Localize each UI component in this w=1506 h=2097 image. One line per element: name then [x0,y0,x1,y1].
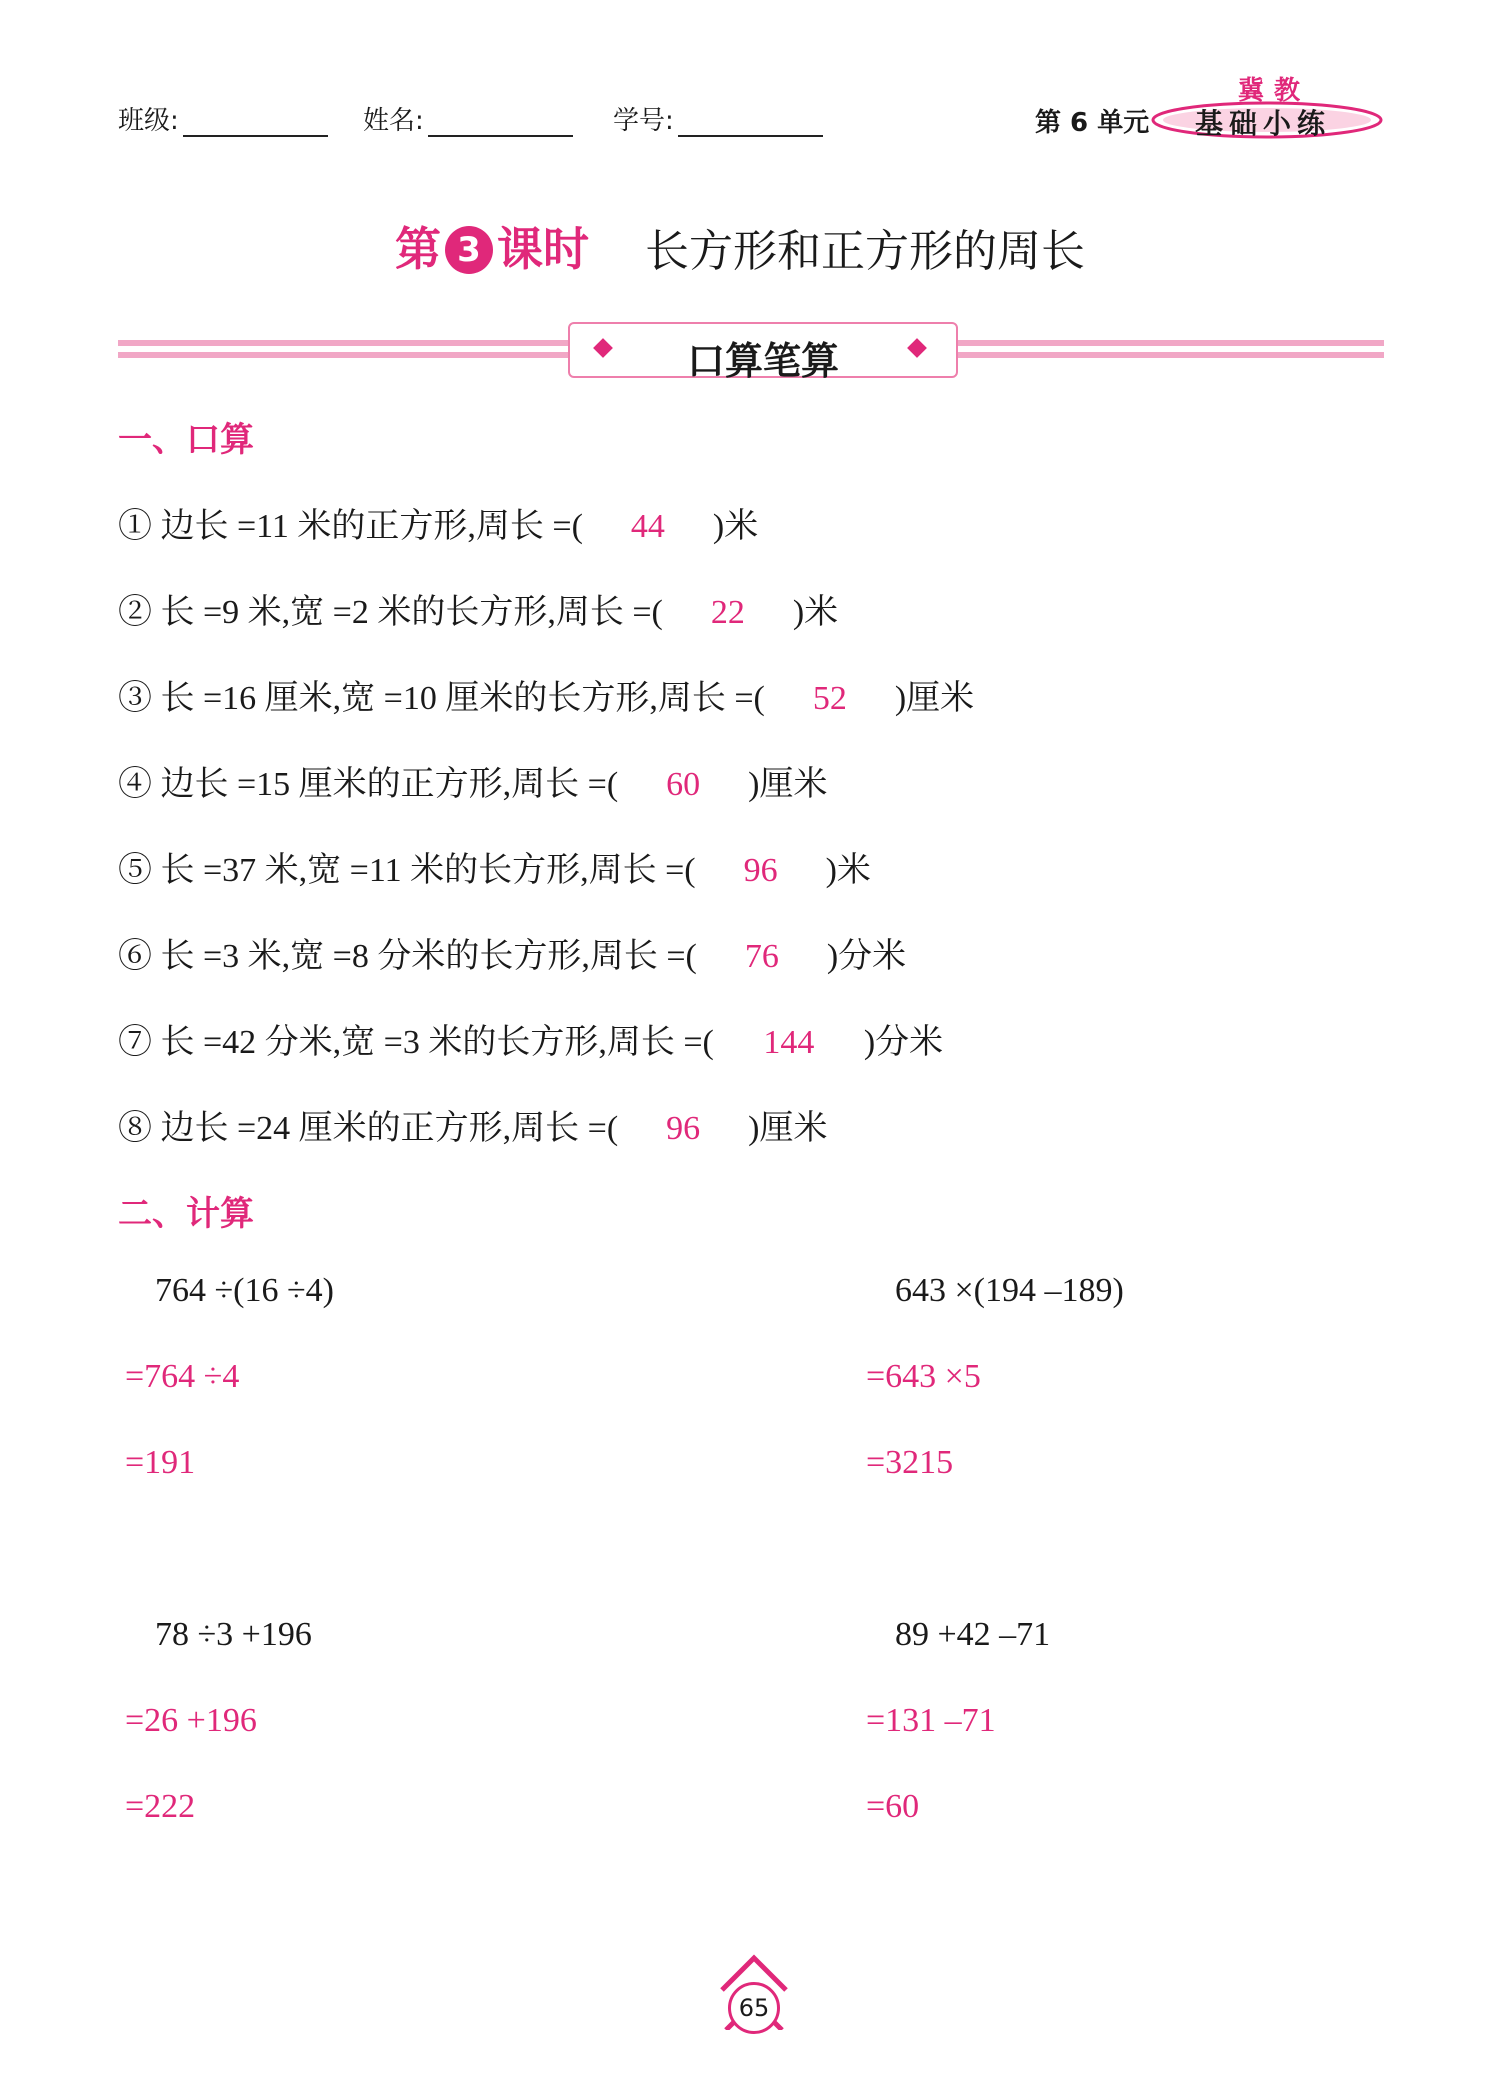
answer-7: 144 [763,1024,815,1061]
question-2: ② 长 =9 米,宽 =2 米的长方形,周长 =( 22 )米 [118,594,839,631]
question-4: ④ 边长 =15 厘米的正方形,周长 =( 60 )厘米 [118,766,828,803]
page-title: 长方形和正方形的周长 [645,226,1085,277]
unit-label: 第 6 单元 [1035,108,1150,138]
problem-4-step-1: =131 –71 [866,1702,996,1739]
problem-2-step-2: =3215 [866,1444,954,1481]
question-1: ① 边长 =11 米的正方形,周长 =( 44 )米 [118,508,759,545]
answer-8: 96 [666,1110,701,1147]
answer-6: 76 [744,938,779,975]
problem-3-expression: 78 ÷3 +196 [155,1616,312,1653]
lesson-number: 第 3 课时 [395,222,589,276]
section-title-oral: 一、口算 [118,420,254,460]
brand-label: 基础小练 [1195,107,1332,140]
publisher-label: 冀教 [1238,76,1311,106]
name-field[interactable]: 姓名: [363,100,573,137]
answer-4: 60 [666,766,701,803]
question-6: ⑥ 长 =3 米,宽 =8 分米的长方形,周长 =( 76 )分米 [118,938,907,975]
answer-3: 52 [812,680,847,717]
problem-4-expression: 89 +42 –71 [895,1616,1051,1653]
problem-3-step-2: =222 [125,1788,196,1825]
answer-5: 96 [743,852,778,889]
question-7: ⑦ 长 =42 分米,宽 =3 米的长方形,周长 =( 144 )分米 [118,1024,944,1061]
problem-1-step-1: =764 ÷4 [125,1358,240,1395]
question-3: ③ 长 =16 厘米,宽 =10 厘米的长方形,周长 =( 52 )厘米 [118,680,975,717]
class-field[interactable]: 班级: [118,100,328,137]
problem-4-step-2: =60 [866,1788,920,1825]
problem-2-expression: 643 ×(194 –189) [895,1272,1124,1309]
problem-1-step-2: =191 [125,1444,196,1481]
answer-1: 44 [630,508,665,545]
problem-3-step-1: =26 +196 [125,1702,257,1739]
problem-2-step-1: =643 ×5 [866,1358,981,1395]
question-8: ⑧ 边长 =24 厘米的正方形,周长 =( 96 )厘米 [118,1110,828,1147]
banner-title: 口算笔算 [686,339,839,383]
page-number: 65 [728,1982,780,2034]
question-5: ⑤ 长 =37 米,宽 =11 米的长方形,周长 =( 96 )米 [118,852,871,889]
problem-1-expression: 764 ÷(16 ÷4) [155,1272,334,1309]
answer-2: 22 [710,594,745,631]
section-title-calc: 二、计算 [118,1194,254,1234]
number-field[interactable]: 学号: [613,100,823,137]
lesson-number-badge: 3 [445,226,493,274]
